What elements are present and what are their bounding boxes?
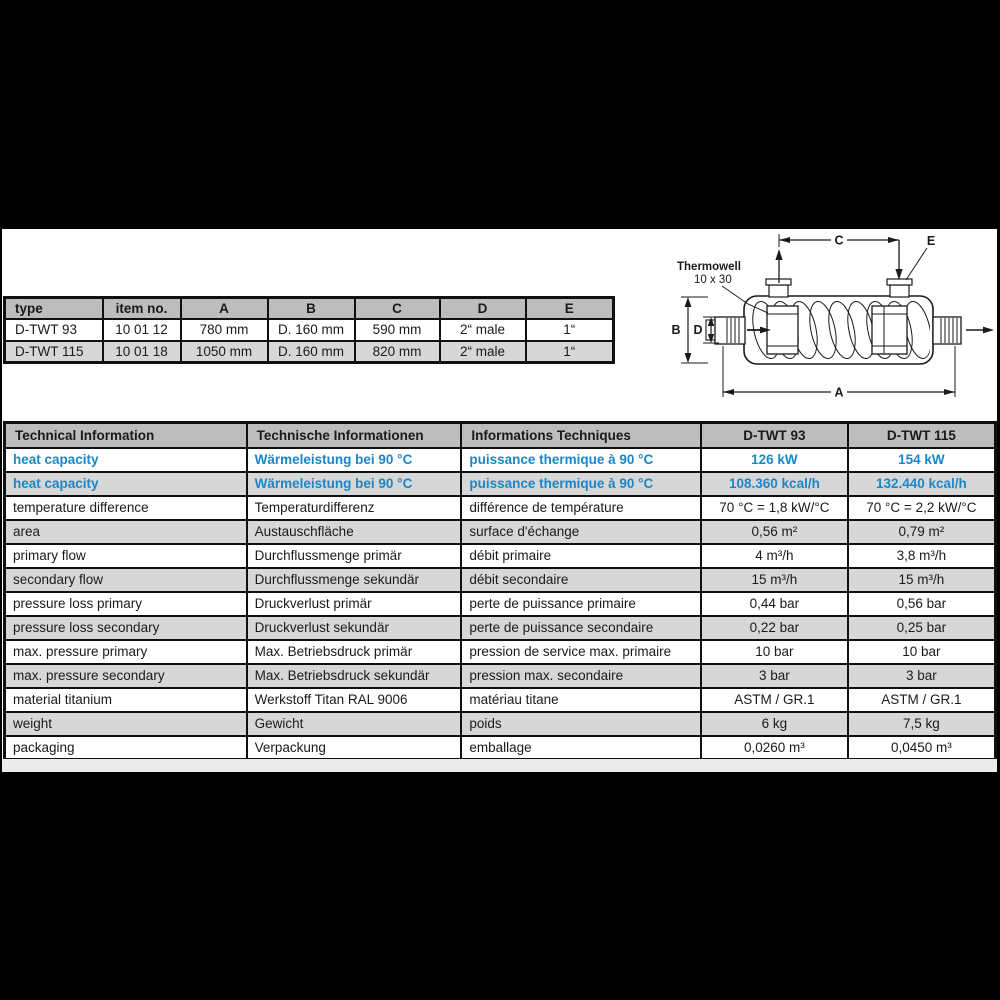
col-header-c: C — [355, 298, 440, 319]
tech-cell-de: Temperaturdifferenz — [247, 496, 462, 520]
tech-row — [5, 496, 996, 520]
col-header-technische-informationen: Technische Informationen — [247, 423, 462, 448]
tech-cell-de: Gewicht — [247, 712, 462, 736]
tech-cell-v115: 154 kW — [848, 448, 996, 472]
col-header-type: type — [5, 298, 103, 319]
tech-cell-fr: différence de température — [461, 496, 701, 520]
tech-cell-v115: 0,25 bar — [848, 616, 996, 640]
tech-cell-v115: 3,8 m³/h — [848, 544, 996, 568]
dimensions-cell: 590 mm — [355, 319, 440, 341]
dimensions-row — [5, 319, 614, 341]
col-header-informations-techniques: Informations Techniques — [461, 423, 701, 448]
tech-cell-en: max. pressure primary — [5, 640, 247, 664]
tech-cell-fr: pression max. secondaire — [461, 664, 701, 688]
label-e — [906, 234, 935, 280]
coil-headers — [767, 306, 907, 354]
tech-cell-de: Durchflussmenge sekundär — [247, 568, 462, 592]
dimensions-cell: 1050 mm — [181, 341, 268, 363]
tech-cell-fr: puissance thermique à 90 °C — [461, 448, 701, 472]
tech-header-row — [5, 423, 996, 448]
dim-e-label: E — [926, 234, 936, 248]
tech-cell-fr: puissance thermique à 90 °C — [461, 472, 701, 496]
tech-cell-en: pressure loss primary — [5, 592, 247, 616]
tech-cell-de: Druckverlust primär — [247, 592, 462, 616]
tech-cell-de: Wärmeleistung bei 90 °C — [247, 448, 462, 472]
tech-cell-en: pressure loss secondary — [5, 616, 247, 640]
tech-cell-v93: ASTM / GR.1 — [701, 688, 848, 712]
tech-cell-v93: 0,0260 m³ — [701, 736, 848, 760]
tech-cell-v93: 70 °C = 1,8 kW/°C — [701, 496, 848, 520]
outlet-stub — [933, 317, 961, 344]
tech-cell-fr: emballage — [461, 736, 701, 760]
letterbox-top — [0, 0, 1000, 229]
dimensions-cell: 1“ — [526, 341, 614, 363]
dimensions-cell: 780 mm — [181, 319, 268, 341]
dim-d-label: D — [693, 323, 703, 337]
col-header-item-no: item no. — [103, 298, 181, 319]
dimensions-cell: D. 160 mm — [268, 319, 355, 341]
tech-cell-v93: 15 m³/h — [701, 568, 848, 592]
top-right-port — [887, 279, 912, 297]
tech-cell-en: temperature difference — [5, 496, 247, 520]
tech-cell-v115: 15 m³/h — [848, 568, 996, 592]
dimensions-cell: D. 160 mm — [268, 341, 355, 363]
letterbox-bottom — [0, 772, 1000, 1000]
tech-cell-en: packaging — [5, 736, 247, 760]
dim-b-label: B — [671, 323, 681, 337]
dimensions-cell: 10 01 12 — [103, 319, 181, 341]
tech-cell-de: Austauschfläche — [247, 520, 462, 544]
tech-row — [5, 664, 996, 688]
tech-cell-en: primary flow — [5, 544, 247, 568]
tech-cell-v115: ASTM / GR.1 — [848, 688, 996, 712]
tech-table-body — [5, 448, 996, 760]
tech-cell-v115: 0,79 m² — [848, 520, 996, 544]
tech-cell-v115: 3 bar — [848, 664, 996, 688]
tech-cell-de: Max. Betriebsdruck sekundär — [247, 664, 462, 688]
tech-row — [5, 736, 996, 760]
tech-cell-en: material titanium — [5, 688, 247, 712]
tech-cell-en: max. pressure secondary — [5, 664, 247, 688]
tech-cell-de: Wärmeleistung bei 90 °C — [247, 472, 462, 496]
tech-cell-v115: 0,0450 m³ — [848, 736, 996, 760]
col-header-d: D — [440, 298, 526, 319]
dimension-b — [671, 297, 708, 363]
tech-cell-v115: 0,56 bar — [848, 592, 996, 616]
tech-cell-fr: débit primaire — [461, 544, 701, 568]
heat-exchanger-drawing — [650, 229, 1000, 404]
tech-cell-v93: 0,56 m² — [701, 520, 848, 544]
tech-cell-fr: poids — [461, 712, 701, 736]
tech-cell-v93: 0,44 bar — [701, 592, 848, 616]
tech-cell-fr: matériau titane — [461, 688, 701, 712]
tech-cell-de: Durchflussmenge primär — [247, 544, 462, 568]
tech-cell-fr: surface d'échange — [461, 520, 701, 544]
tech-cell-v93: 10 bar — [701, 640, 848, 664]
tech-row — [5, 448, 996, 472]
tech-row — [5, 640, 996, 664]
tech-cell-de: Max. Betriebsdruck primär — [247, 640, 462, 664]
tech-cell-v115: 7,5 kg — [848, 712, 996, 736]
tech-row — [5, 568, 996, 592]
technical-information-table — [3, 421, 997, 761]
dim-a-label: A — [834, 385, 844, 400]
tech-cell-v115: 70 °C = 2,2 kW/°C — [848, 496, 996, 520]
tech-cell-v93: 126 kW — [701, 448, 848, 472]
dimensions-table — [3, 296, 615, 364]
dimensions-header-row — [5, 298, 614, 319]
tech-cell-en: heat capacity — [5, 448, 247, 472]
tech-cell-v115: 10 bar — [848, 640, 996, 664]
dim-c-label: C — [834, 233, 844, 248]
tech-row — [5, 616, 996, 640]
dimensions-cell: D-TWT 115 — [5, 341, 103, 363]
dimensions-cell: 820 mm — [355, 341, 440, 363]
col-header-d-twt-115: D-TWT 115 — [848, 423, 996, 448]
tech-row — [5, 592, 996, 616]
tech-row — [5, 544, 996, 568]
dimension-c — [779, 234, 899, 248]
page-bottom-strip — [2, 759, 997, 772]
tech-cell-en: heat capacity — [5, 472, 247, 496]
tech-row — [5, 520, 996, 544]
tech-cell-en: weight — [5, 712, 247, 736]
dimensions-cell: D-TWT 93 — [5, 319, 103, 341]
tech-row — [5, 472, 996, 496]
col-header-d-twt-93: D-TWT 93 — [701, 423, 848, 448]
tech-row — [5, 688, 996, 712]
col-header-technical-information: Technical Information — [5, 423, 247, 448]
tech-row — [5, 712, 996, 736]
dimensions-cell: 1“ — [526, 319, 614, 341]
tech-cell-v93: 4 m³/h — [701, 544, 848, 568]
tech-cell-fr: pression de service max. primaire — [461, 640, 701, 664]
tech-cell-en: area — [5, 520, 247, 544]
col-header-a: A — [181, 298, 268, 319]
col-header-e: E — [526, 298, 614, 319]
tech-cell-fr: perte de puissance secondaire — [461, 616, 701, 640]
tech-cell-de: Werkstoff Titan RAL 9006 — [247, 688, 462, 712]
dimensions-table-body — [5, 319, 614, 363]
thermowell-label: Thermowell — [677, 261, 741, 273]
tech-cell-de: Druckverlust sekundär — [247, 616, 462, 640]
dimensions-cell: 2“ male — [440, 341, 526, 363]
tech-cell-v93: 3 bar — [701, 664, 848, 688]
tech-cell-v93: 0,22 bar — [701, 616, 848, 640]
tech-cell-fr: perte de puissance primaire — [461, 592, 701, 616]
thermowell-size-label: 10 x 30 — [694, 274, 732, 286]
tech-cell-v93: 108.360 kcal/h — [701, 472, 848, 496]
col-header-b: B — [268, 298, 355, 319]
dimensions-row — [5, 341, 614, 363]
datasheet-page — [2, 229, 997, 772]
tech-cell-de: Verpackung — [247, 736, 462, 760]
tech-cell-fr: débit secondaire — [461, 568, 701, 592]
tech-cell-en: secondary flow — [5, 568, 247, 592]
tech-cell-v115: 132.440 kcal/h — [848, 472, 996, 496]
dimensions-cell: 2“ male — [440, 319, 526, 341]
tech-cell-v93: 6 kg — [701, 712, 848, 736]
dimensions-cell: 10 01 18 — [103, 341, 181, 363]
